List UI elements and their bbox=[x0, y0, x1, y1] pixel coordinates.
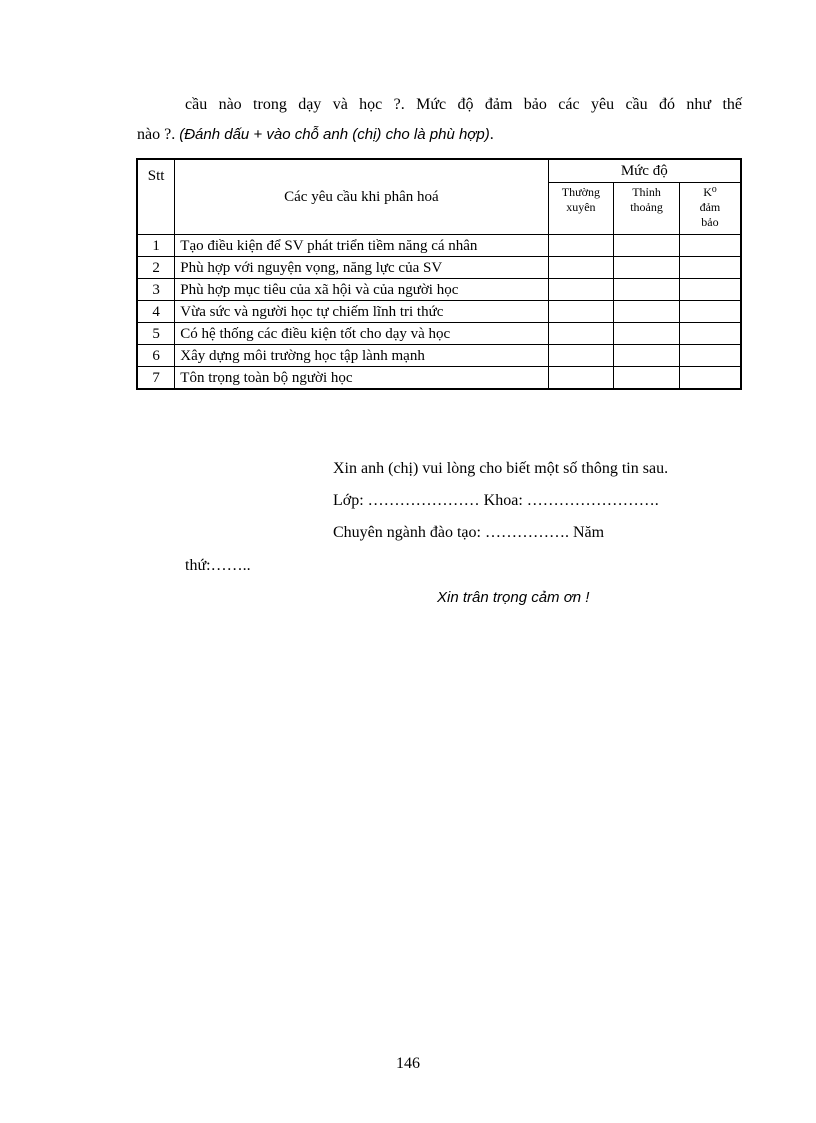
level-col-regular: Thường xuyên bbox=[548, 183, 614, 235]
thanks-line: Xin trân trọng cảm ơn ! bbox=[437, 589, 590, 606]
year-line[interactable]: thứ:…….. bbox=[185, 557, 251, 574]
mark-cell[interactable] bbox=[614, 235, 680, 257]
mark-cell[interactable] bbox=[548, 235, 614, 257]
mark-cell[interactable] bbox=[614, 257, 680, 279]
class-faculty-line[interactable]: Lớp: ………………… Khoa: ……………………. bbox=[333, 492, 659, 509]
mark-cell[interactable] bbox=[614, 279, 680, 301]
mark-cell[interactable] bbox=[679, 323, 741, 345]
mark-cell[interactable] bbox=[548, 367, 614, 390]
level-header: Mức độ bbox=[548, 159, 741, 183]
table-row: 1 Tạo điều kiện để SV phát triển tiềm năng cá nhân bbox=[137, 235, 741, 257]
mark-cell[interactable] bbox=[548, 345, 614, 367]
level-col-sometimes: Thỉnh thoảng bbox=[614, 183, 680, 235]
mark-cell[interactable] bbox=[548, 301, 614, 323]
mark-cell[interactable] bbox=[548, 323, 614, 345]
mark-cell[interactable] bbox=[679, 235, 741, 257]
table-row: 7 Tôn trọng toàn bộ người học bbox=[137, 367, 741, 390]
table-row: 5 Có hệ thống các điều kiện tốt cho dạy và học bbox=[137, 323, 741, 345]
table-row: 4 Vừa sức và người học tự chiếm lĩnh tri thức bbox=[137, 301, 741, 323]
instruction-italic: (Đánh dấu + vào chỗ anh (chị) cho là phù hợp) bbox=[179, 126, 490, 143]
intro-paragraph bbox=[137, 90, 742, 150]
mark-cell[interactable] bbox=[548, 257, 614, 279]
level-col-not-ensured: K⁰ đảm bảo bbox=[679, 183, 741, 235]
mark-cell[interactable] bbox=[679, 301, 741, 323]
mark-cell[interactable] bbox=[679, 279, 741, 301]
table-row: 2 Phù hợp với nguyện vọng, năng lực của SV bbox=[137, 257, 741, 279]
survey-table bbox=[136, 158, 742, 390]
major-line[interactable]: Chuyên ngành đào tạo: ……………. Năm bbox=[333, 524, 605, 541]
mark-cell[interactable] bbox=[548, 279, 614, 301]
mark-cell[interactable] bbox=[614, 301, 680, 323]
table-row: 3 Phù hợp mục tiêu của xã hội và của người học bbox=[137, 279, 741, 301]
mark-cell[interactable] bbox=[614, 323, 680, 345]
mark-cell[interactable] bbox=[614, 367, 680, 390]
info-request: Xin anh (chị) vui lòng cho biết một số thông tin sau. bbox=[333, 460, 669, 477]
table-row: 6 Xây dựng môi trường học tập lành mạnh bbox=[137, 345, 741, 367]
mark-cell[interactable] bbox=[679, 367, 741, 390]
mark-cell[interactable] bbox=[679, 257, 741, 279]
stt-header: Stt bbox=[137, 159, 175, 235]
intro-line-2: nào ?. (Đánh dấu + vào chỗ anh (chị) cho là phù hợp). bbox=[137, 126, 494, 143]
page-number: 146 bbox=[396, 1055, 420, 1072]
intro-line-1: cầu nào trong dạy và học ?. Mức độ đảm bảo các yêu cầu đó như thế bbox=[185, 96, 742, 113]
mark-cell[interactable] bbox=[679, 345, 741, 367]
requirement-header: Các yêu cầu khi phân hoá bbox=[175, 159, 548, 235]
mark-cell[interactable] bbox=[614, 345, 680, 367]
